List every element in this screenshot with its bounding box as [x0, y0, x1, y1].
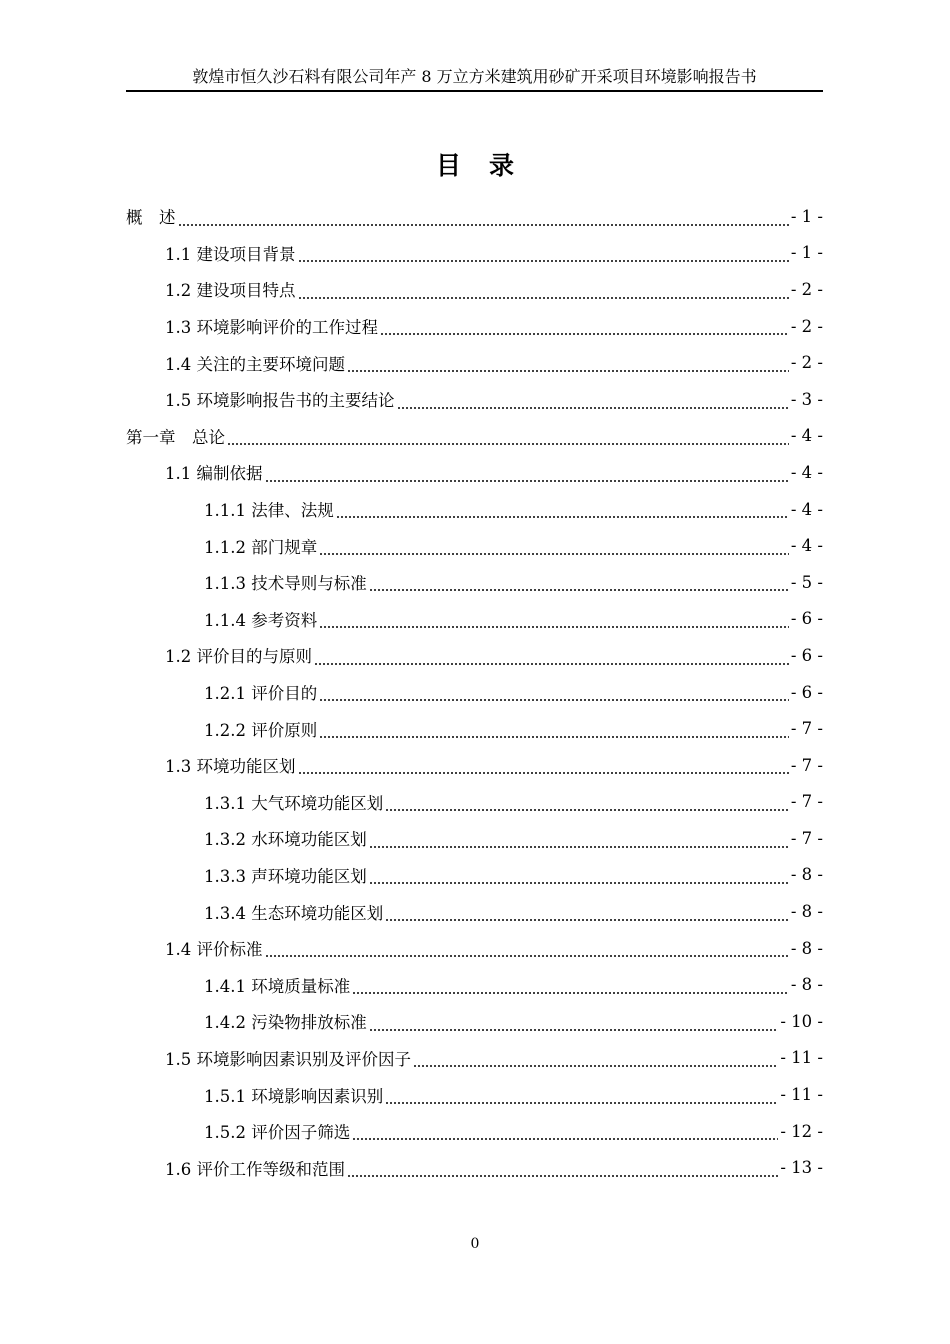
- toc-entry-label: 1.4 关注的主要环境问题: [165, 354, 345, 374]
- toc-entry-label: 1.1.1 法律、法规: [204, 501, 334, 521]
- toc-entry-label: 1.3 环境影响评价的工作过程: [165, 318, 378, 338]
- toc-entry[interactable]: [126, 344, 823, 381]
- toc-entry-label: 1.4.2 污染物排放标准: [204, 1013, 367, 1033]
- header-divider: [126, 90, 823, 92]
- toc-entry-label: 1.3.1 大气环境功能区划: [204, 793, 384, 813]
- toc-entry-label: 1.5 环境影响因素识别及评价因子: [165, 1049, 411, 1069]
- table-of-contents: [126, 198, 823, 1186]
- toc-entry[interactable]: [126, 1076, 823, 1113]
- toc-dot-leader: [336, 503, 789, 520]
- toc-entry-label: 第一章 总论: [126, 427, 225, 447]
- toc-entry[interactable]: [126, 930, 823, 967]
- toc-entry-page: - 2 -: [790, 353, 823, 373]
- toc-entry-label: 1.1 编制依据: [165, 464, 263, 484]
- toc-dot-leader: [413, 1052, 778, 1069]
- toc-entry[interactable]: [126, 564, 823, 601]
- toc-entry[interactable]: [126, 271, 823, 308]
- toc-dot-leader: [369, 576, 789, 593]
- toc-entry[interactable]: [126, 198, 823, 235]
- toc-entry-page: - 1 -: [790, 206, 823, 226]
- toc-entry-label: 1.1.3 技术导则与标准: [204, 574, 367, 594]
- toc-entry-label: 1.3.3 声环境功能区划: [204, 866, 367, 886]
- toc-entry-label: 1.6 评价工作等级和范围: [165, 1159, 345, 1179]
- toc-entry-page: - 4 -: [790, 462, 823, 482]
- toc-entry-page: - 1 -: [790, 243, 823, 263]
- toc-entry-page: - 7 -: [790, 719, 823, 739]
- toc-dot-leader: [298, 283, 789, 300]
- toc-entry[interactable]: [126, 710, 823, 747]
- toc-dot-leader: [319, 539, 789, 556]
- toc-entry-page: - 10 -: [780, 1011, 823, 1031]
- toc-entry[interactable]: [126, 601, 823, 638]
- toc-dot-leader: [385, 1088, 778, 1105]
- toc-entry-page: - 2 -: [790, 316, 823, 336]
- toc-entry[interactable]: [126, 491, 823, 528]
- toc-entry[interactable]: [126, 235, 823, 272]
- toc-entry-page: - 7 -: [790, 755, 823, 775]
- toc-entry-page: - 2 -: [790, 279, 823, 299]
- page-number: 0: [470, 1236, 480, 1252]
- toc-entry-label: 1.2.1 评价目的: [204, 684, 318, 704]
- toc-dot-leader: [369, 832, 789, 849]
- toc-entry-page: - 6 -: [790, 645, 823, 665]
- toc-dot-leader: [314, 649, 789, 666]
- toc-dot-leader: [265, 942, 789, 959]
- toc-entry-label: 1.1 建设项目背景: [165, 244, 296, 264]
- toc-dot-leader: [352, 979, 789, 996]
- toc-dot-leader: [369, 1015, 779, 1032]
- toc-entry[interactable]: [126, 454, 823, 491]
- toc-dot-leader: [369, 869, 789, 886]
- toc-dot-leader: [385, 905, 789, 922]
- toc-entry-page: - 7 -: [790, 828, 823, 848]
- toc-entry-page: - 11 -: [780, 1085, 823, 1105]
- toc-entry[interactable]: [126, 784, 823, 821]
- toc-entry-label: 1.1.2 部门规章: [204, 537, 318, 557]
- toc-entry-label: 1.2.2 评价原则: [204, 720, 318, 740]
- toc-entry[interactable]: [126, 308, 823, 345]
- toc-dot-leader: [265, 466, 789, 483]
- toc-entry-page: - 3 -: [790, 389, 823, 409]
- toc-entry-page: - 8 -: [790, 975, 823, 995]
- toc-entry-page: - 4 -: [790, 499, 823, 519]
- toc-entry-label: 1.4.1 环境质量标准: [204, 976, 351, 996]
- toc-entry-label: 1.3.4 生态环境功能区划: [204, 903, 384, 923]
- toc-entry-label: 1.5.1 环境影响因素识别: [204, 1086, 384, 1106]
- toc-entry-label: 1.2 评价目的与原则: [165, 647, 312, 667]
- toc-entry-label: 1.4 评价标准: [165, 940, 263, 960]
- toc-entry-page: - 6 -: [790, 609, 823, 629]
- toc-entry[interactable]: [126, 381, 823, 418]
- toc-dot-leader: [298, 247, 789, 264]
- toc-dot-leader: [380, 320, 789, 337]
- toc-entry[interactable]: [126, 1149, 823, 1186]
- toc-entry[interactable]: [126, 637, 823, 674]
- toc-entry[interactable]: [126, 1113, 823, 1150]
- toc-dot-leader: [319, 722, 789, 739]
- toc-entry-page: - 4 -: [790, 536, 823, 556]
- toc-entry-page: - 7 -: [790, 792, 823, 812]
- toc-entry[interactable]: [126, 747, 823, 784]
- toc-dot-leader: [347, 1161, 778, 1178]
- toc-entry[interactable]: [126, 674, 823, 711]
- toc-entry[interactable]: [126, 966, 823, 1003]
- toc-entry[interactable]: [126, 893, 823, 930]
- toc-dot-leader: [319, 686, 789, 703]
- toc-entry-page: - 8 -: [790, 938, 823, 958]
- toc-dot-leader: [397, 393, 789, 410]
- toc-entry-label: 1.3 环境功能区划: [165, 757, 296, 777]
- toc-entry-page: - 11 -: [780, 1048, 823, 1068]
- toc-entry[interactable]: [126, 857, 823, 894]
- toc-entry[interactable]: [126, 820, 823, 857]
- toc-dot-leader: [352, 1125, 778, 1142]
- toc-entry-label: 1.5.2 评价因子筛选: [204, 1123, 351, 1143]
- toc-entry-page: - 4 -: [790, 426, 823, 446]
- toc-entry-page: - 8 -: [790, 865, 823, 885]
- toc-entry-page: - 13 -: [780, 1158, 823, 1178]
- toc-dot-leader: [347, 356, 789, 373]
- toc-entry-label: 1.1.4 参考资料: [204, 610, 318, 630]
- toc-dot-leader: [385, 796, 789, 813]
- running-header: 敦煌市恒久沙石料有限公司年产 8 万立方米建筑用砂矿开采项目环境影响报告书: [192, 67, 757, 86]
- toc-entry-page: - 8 -: [790, 902, 823, 922]
- toc-entry-label: 1.3.2 水环境功能区划: [204, 830, 367, 850]
- toc-dot-leader: [298, 759, 789, 776]
- page-title: 目录: [435, 151, 542, 180]
- toc-entry-label: 1.2 建设项目特点: [165, 281, 296, 301]
- toc-entry[interactable]: [126, 1040, 823, 1077]
- toc-entry-page: - 6 -: [790, 682, 823, 702]
- toc-entry[interactable]: [126, 527, 823, 564]
- toc-dot-leader: [178, 210, 789, 227]
- toc-entry[interactable]: [126, 418, 823, 455]
- toc-dot-leader: [227, 430, 789, 447]
- toc-entry[interactable]: [126, 1003, 823, 1040]
- toc-entry-page: - 12 -: [780, 1121, 823, 1141]
- toc-entry-page: - 5 -: [790, 572, 823, 592]
- toc-entry-label: 1.5 环境影响报告书的主要结论: [165, 391, 395, 411]
- toc-entry-label: 概 述: [126, 208, 176, 228]
- toc-dot-leader: [319, 613, 789, 630]
